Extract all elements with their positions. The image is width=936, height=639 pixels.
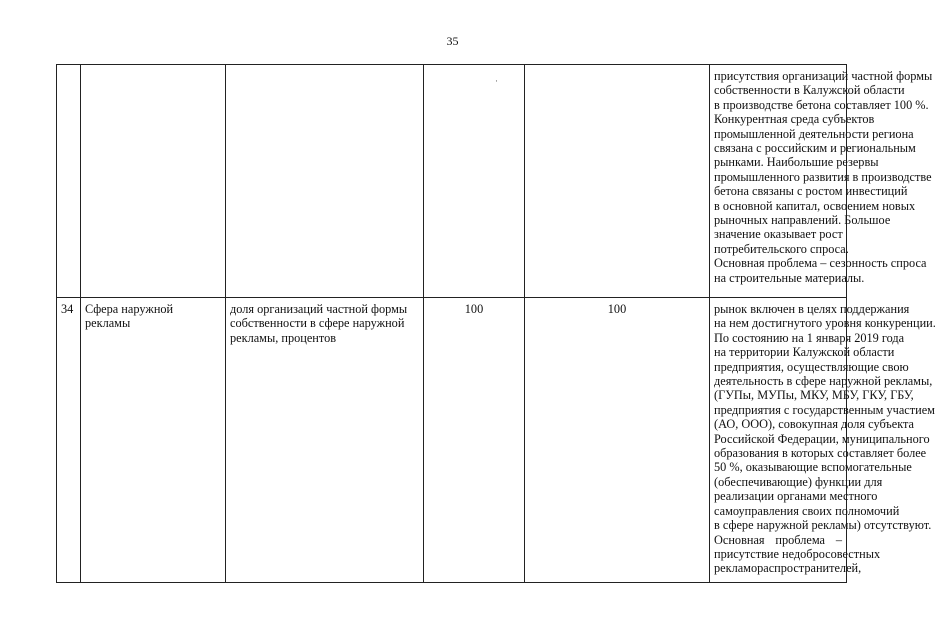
description-line: в сфере наружной рекламы) отсутствуют. <box>714 518 932 533</box>
description-line: присутствия организаций частной формы <box>714 69 933 83</box>
description-line: образования в которых составляет более <box>714 446 927 461</box>
description-line: реализации органами местного <box>714 489 878 504</box>
description-cell <box>710 65 933 298</box>
page-number: 35 <box>446 34 459 48</box>
description-line: предприятия с государственным участием <box>714 402 935 417</box>
description-line: на территории Калужской области <box>714 345 895 360</box>
market-sphere-cell <box>81 65 226 298</box>
description-line: Основная проблема – сезонность спроса <box>714 256 927 271</box>
description-line: значение оказывает рост <box>714 227 843 242</box>
description-line: собственности в Калужской области <box>714 83 905 98</box>
indicator-cell <box>226 65 424 298</box>
description-line: промышленной деятельности региона <box>714 126 914 141</box>
row-number-cell <box>57 65 81 298</box>
description-line: бетона связаны с ростом инвестиций <box>714 184 908 199</box>
description-line: Конкурентная среда субъектов <box>714 112 875 127</box>
description-line: рыночных направлений. Большое <box>714 213 891 228</box>
value-1-cell: 100 <box>424 298 525 583</box>
description-line: предприятия, осуществляющие свою <box>714 359 909 374</box>
description-line: Основная проблема – <box>714 532 842 547</box>
value-2-cell: 100 <box>525 298 710 583</box>
description-line: промышленного развития в производстве <box>714 169 932 184</box>
table-row <box>57 65 847 298</box>
description-line: рекламораспространителей, <box>714 561 862 576</box>
description-line: (обеспечивающие) функции для <box>714 474 883 489</box>
description-line: По состоянию на 1 января 2019 года <box>714 330 905 345</box>
value-2-cell <box>525 65 710 298</box>
description-line: потребительского спроса. <box>714 241 849 256</box>
description-line: на строительные материалы. <box>714 270 865 285</box>
value-1-cell <box>424 65 525 298</box>
description-line: на нем достигнутого уровня конкуренции. <box>714 316 936 331</box>
description-line: рынок включен в целях поддержания <box>714 302 910 316</box>
description-line: в производстве бетона составляет 100 %. <box>714 97 929 112</box>
description-line: самоуправления своих полномочий <box>714 503 900 518</box>
description-line: деятельность в сфере наружной рекламы, <box>714 374 933 389</box>
row-number-cell: 34 <box>57 298 81 583</box>
regulation-table <box>56 64 936 583</box>
description-cell <box>710 298 936 583</box>
description-line: (АО, ООО), совокупная доля субъекта <box>714 417 915 432</box>
description-line: 50 %, оказывающие вспомогательные <box>714 460 912 475</box>
scan-speck: · <box>495 76 498 86</box>
table-row <box>57 298 847 583</box>
description-line: связана с российским и региональным <box>714 141 916 156</box>
description-line: Российской Федерации, муниципального <box>714 431 930 446</box>
description-line: присутствие недобросовестных <box>714 546 881 561</box>
indicator-cell: доля организаций частной формы собственности в сфере наружной рекламы, процентов <box>226 298 424 583</box>
market-sphere-cell: Сфера наружной рекламы <box>81 298 226 583</box>
description-line: в основной капитал, освоением новых <box>714 198 916 213</box>
description-line: рынками. Наибольшие резервы <box>714 155 879 170</box>
description-line: (ГУПы, МУПы, МКУ, МБУ, ГКУ, ГБУ, <box>714 388 914 403</box>
